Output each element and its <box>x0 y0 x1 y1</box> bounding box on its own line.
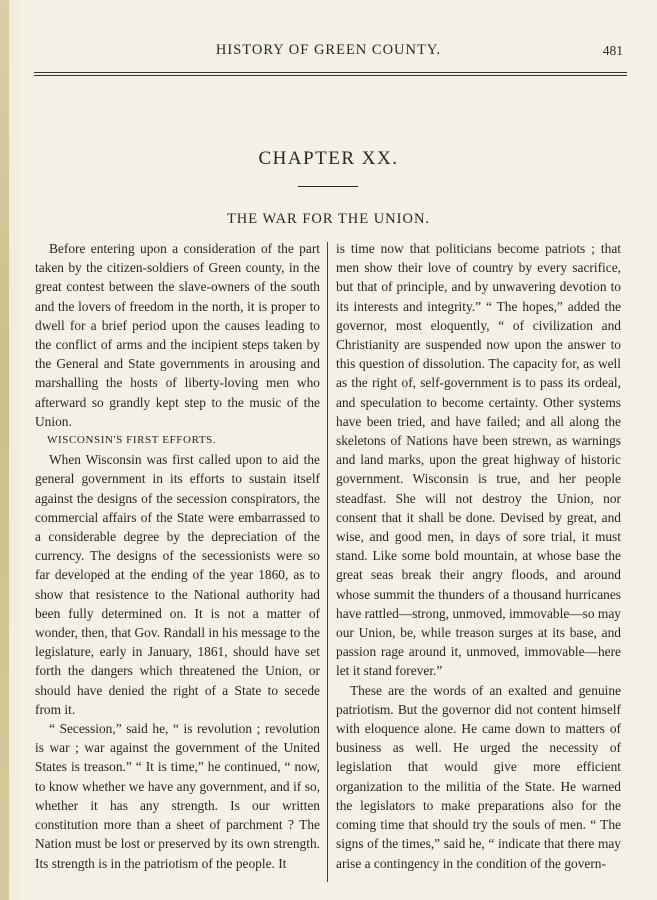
running-head <box>0 42 657 64</box>
running-title: HISTORY OF GREEN COUNTY. <box>215 42 442 58</box>
paragraph-patriotism: These are the words of an exalted and genuine patriotism. But the governor did not content himself with eloquence alone. He came down to matters of business as well. He urged the necessity of legislation that would give more efficient organization to the militia of the State. He warned the legislators to make preparations also for the coming time that should try the souls of men. “ The signs of the times,” said he, “ indicate that there may arise a contingency in the condition of the govern- <box>336 682 621 871</box>
paragraph-intro: Before entering upon a consideration of the part taken by the citizen-soldiers of Green county, in the great contest between the slave-owners of the south and the lovers of freedom in the north, it is proper to dwell for a brief period upon the causes leading to the conflict of arms and the incipient steps taken by the General and State governments in arousing and marshalling the hosts of liberty-loving men who afterward so grandly kept step to the music of the Union. <box>35 241 320 429</box>
header-rule-bottom <box>34 75 627 76</box>
paragraph-wisconsin-first-efforts: When Wisconsin was first called upon to aid the general government in its efforts to sustain itself against the designs of the secession conspirators, the commercial affairs of the State were embarrassed to a considerable degree by the depreciation of the currency. The designs of the secessionists were so far developed at the ending of the year 1860, as to show that resistence to the National authority had been fully determined on. It is not a matter of wonder, then, that Gov. Randall in his message to the legislature, early in January, 1861, should have set forth the dangers which threatened the Union, or should have denied the right of a State to secede from it. <box>35 452 320 717</box>
left-column <box>35 239 320 873</box>
paragraph-secession-quote: “ Secession,” said he, “ is revolution ; revolution is war ; war against the government of the United States is treason.” “ It is time,” he continued, “ now, to know whether we have any government, and if so, whether it has any strength. Is our written constitution more than a sheet of parchment ? The Nation must be lost or preserved by its own strength. Its strength is in the patriotism of the people. It <box>35 721 320 871</box>
header-rule-top <box>34 72 627 73</box>
paragraph-continuation: is time now that politicians become patriots ; that men show their love of country by every sacrifice, but that of principle, and by unwavering devotion to its interests and integrity.” “ The hopes,” added the governor, most eloquently, “ of civilization and Christianity are suspended now upon the answer to this question of dissolution. The capacity for, as well as the right of, self-government is to pass its ordeal, and speculation to become certainty. Other systems have been tried, and have failed; and all along the skeletons of Nations have been strewn, as warnings and land marks, upon the great highway of historic government. Wisconsin is true, and her people steadfast. She will not destroy the Union, nor consent that it shall be done. Devised by great, and wise, and good men, in days of sore trial, it must stand. Like some bold mountain, at whose base the great seas break their angry floods, and around whose summit the thunders of a thousand hurricanes have rattled—strong, unmoved, immovable—so may our Union, be, while treason surges at its base, and passion rage around it, unmoved, immovable—here let it stand forever.” <box>336 241 621 679</box>
chapter-divider-rule <box>298 186 358 187</box>
section-title: THE WAR FOR THE UNION. <box>226 211 431 227</box>
page-number: 481 <box>602 43 623 58</box>
right-column <box>336 239 621 873</box>
column-divider <box>327 242 328 882</box>
subheading-wisconsin-first-efforts: WISCONSIN'S FIRST EFFORTS. <box>47 434 217 447</box>
page-gutter-edge <box>0 0 9 900</box>
chapter-title: CHAPTER XX. <box>258 148 399 169</box>
